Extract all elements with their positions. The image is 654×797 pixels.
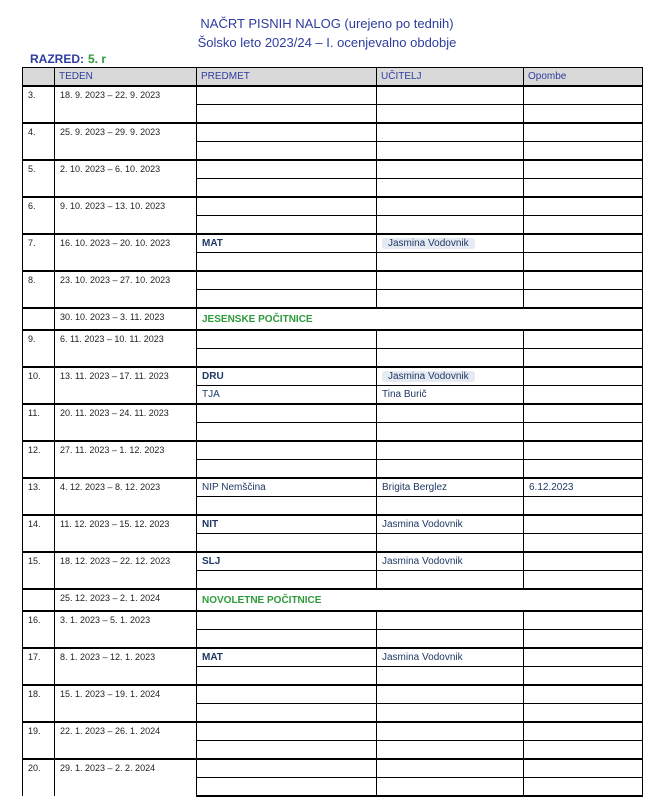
subject-cell[interactable] (197, 497, 377, 516)
teacher-cell[interactable] (377, 759, 524, 778)
notes-cell[interactable] (524, 515, 643, 534)
subject-cell[interactable] (197, 704, 377, 723)
notes-cell[interactable] (524, 197, 643, 216)
table-row (23, 160, 643, 179)
notes-cell[interactable] (524, 160, 643, 179)
teacher-cell[interactable] (377, 571, 524, 590)
notes-cell[interactable] (524, 216, 643, 235)
teacher-cell[interactable] (377, 330, 524, 349)
week-number: 9. (23, 330, 55, 367)
table-row (23, 86, 643, 105)
table-row (23, 234, 643, 253)
teacher-cell[interactable] (377, 741, 524, 760)
subject-cell[interactable] (197, 271, 377, 290)
subject-cell[interactable] (197, 722, 377, 741)
teacher-cell[interactable] (377, 704, 524, 723)
teacher-cell[interactable]: Jasmina Vodovnik (377, 515, 524, 534)
teacher-cell[interactable]: Brigita Berglez (377, 478, 524, 497)
teacher-cell[interactable] (377, 349, 524, 368)
teacher-cell[interactable] (377, 722, 524, 741)
week-range: 2. 10. 2023 – 6. 10. 2023 (55, 160, 197, 197)
week-number: 4. (23, 123, 55, 160)
teacher-cell[interactable] (377, 253, 524, 272)
subject-cell[interactable]: MAT (197, 234, 377, 253)
teacher-cell[interactable] (377, 404, 524, 423)
week-number: 10. (23, 367, 55, 404)
subject-cell[interactable] (197, 741, 377, 760)
notes-cell[interactable] (524, 367, 643, 386)
teacher-cell[interactable] (377, 160, 524, 179)
week-number: 20. (23, 759, 55, 796)
table-row (23, 478, 643, 497)
teacher-cell[interactable] (377, 460, 524, 479)
teacher-cell[interactable]: Tina Burič (377, 386, 524, 405)
subject-cell[interactable]: TJA (197, 386, 377, 405)
teacher-cell[interactable] (377, 271, 524, 290)
week-range: 8. 1. 2023 – 12. 1. 2023 (55, 648, 197, 685)
notes-cell[interactable] (524, 704, 643, 723)
table-row (23, 515, 643, 534)
teacher-cell[interactable] (377, 179, 524, 198)
holiday-row (23, 308, 643, 330)
week-range: 13. 11. 2023 – 17. 11. 2023 (55, 367, 197, 404)
subject-cell[interactable] (197, 105, 377, 124)
week-range: 23. 10. 2023 – 27. 10. 2023 (55, 271, 197, 308)
subject-cell[interactable]: MAT (197, 648, 377, 667)
holiday-label: NOVOLETNE POČITNICE (197, 589, 643, 611)
document-title: NAČRT PISNIH NALOG (urejeno po tednih) (200, 16, 454, 31)
week-number: 15. (23, 552, 55, 589)
notes-cell[interactable] (524, 105, 643, 124)
table-row (23, 123, 643, 142)
table-row (23, 611, 643, 630)
notes-cell[interactable] (524, 349, 643, 368)
class-label-text: RAZRED: (30, 52, 84, 66)
subject-cell[interactable] (197, 349, 377, 368)
week-number: 8. (23, 271, 55, 308)
teacher-cell[interactable]: Jasmina Vodovnik (377, 552, 524, 571)
header-teacher: UČITELJ (377, 68, 524, 87)
teacher-cell[interactable] (377, 685, 524, 704)
week-range: 25. 9. 2023 – 29. 9. 2023 (55, 123, 197, 160)
week-number: 17. (23, 648, 55, 685)
teacher-cell[interactable] (377, 142, 524, 161)
notes-cell[interactable] (524, 179, 643, 198)
week-range: 11. 12. 2023 – 15. 12. 2023 (55, 515, 197, 552)
notes-cell[interactable] (524, 123, 643, 142)
teacher-cell[interactable] (377, 534, 524, 553)
teacher-cell[interactable] (377, 611, 524, 630)
week-number: 5. (23, 160, 55, 197)
teacher-cell[interactable] (377, 197, 524, 216)
notes-cell[interactable]: 6.12.2023 (524, 478, 643, 497)
teacher-cell[interactable] (377, 630, 524, 649)
week-range: 20. 11. 2023 – 24. 11. 2023 (55, 404, 197, 441)
notes-cell[interactable] (524, 552, 643, 571)
table-row (23, 441, 643, 460)
table-row (23, 330, 643, 349)
table-body (23, 86, 643, 796)
week-range: 4. 12. 2023 – 8. 12. 2023 (55, 478, 197, 515)
week-range: 6. 11. 2023 – 10. 11. 2023 (55, 330, 197, 367)
teacher-cell[interactable] (377, 778, 524, 797)
notes-cell[interactable] (524, 759, 643, 778)
subject-cell[interactable] (197, 330, 377, 349)
notes-cell[interactable] (524, 667, 643, 686)
week-number (23, 308, 55, 330)
notes-cell[interactable] (524, 778, 643, 797)
subject-cell[interactable] (197, 441, 377, 460)
notes-cell[interactable] (524, 611, 643, 630)
notes-cell[interactable] (524, 648, 643, 667)
subject-cell[interactable] (197, 534, 377, 553)
notes-cell[interactable] (524, 497, 643, 516)
holiday-row (23, 589, 643, 611)
writing-tests-table (22, 67, 643, 797)
table-row (23, 552, 643, 571)
week-number: 12. (23, 441, 55, 478)
subject-cell[interactable] (197, 571, 377, 590)
subject-cell[interactable] (197, 216, 377, 235)
week-range: 29. 1. 2023 – 2. 2. 2024 (55, 759, 197, 796)
subject-cell[interactable] (197, 179, 377, 198)
subject-cell[interactable] (197, 759, 377, 778)
subject-cell[interactable] (197, 685, 377, 704)
teacher-cell[interactable] (377, 123, 524, 142)
teacher-cell[interactable] (377, 423, 524, 442)
class-label (30, 52, 106, 66)
week-number: 6. (23, 197, 55, 234)
teacher-name: Jasmina Vodovnik (382, 371, 475, 382)
subject-cell[interactable] (197, 142, 377, 161)
teacher-cell[interactable]: Jasmina Vodovnik (377, 648, 524, 667)
subject-cell[interactable] (197, 611, 377, 630)
subject-cell[interactable] (197, 423, 377, 442)
teacher-cell[interactable] (377, 105, 524, 124)
subject-cell[interactable] (197, 778, 377, 797)
subject-cell[interactable] (197, 460, 377, 479)
week-number: 14. (23, 515, 55, 552)
notes-cell[interactable] (524, 290, 643, 309)
week-range: 15. 1. 2023 – 19. 1. 2024 (55, 685, 197, 722)
week-range: 27. 11. 2023 – 1. 12. 2023 (55, 441, 197, 478)
notes-cell[interactable] (524, 234, 643, 253)
table-row (23, 197, 643, 216)
week-range: 22. 1. 2023 – 26. 1. 2024 (55, 722, 197, 759)
teacher-name: Jasmina Vodovnik (382, 238, 475, 249)
week-number: 19. (23, 722, 55, 759)
week-range: 18. 9. 2023 – 22. 9. 2023 (55, 86, 197, 123)
subject-cell[interactable] (197, 197, 377, 216)
notes-cell[interactable] (524, 630, 643, 649)
document-subtitle: Šolsko leto 2023/24 – I. ocenjevalno obdobje (197, 35, 457, 50)
week-number: 13. (23, 478, 55, 515)
notes-cell[interactable] (524, 722, 643, 741)
notes-cell[interactable] (524, 86, 643, 105)
week-range: 3. 1. 2023 – 5. 1. 2023 (55, 611, 197, 648)
table-row (23, 685, 643, 704)
week-range: 30. 10. 2023 – 3. 11. 2023 (55, 308, 197, 330)
header-notes: Opombe (524, 68, 643, 87)
week-range: 25. 12. 2023 – 2. 1. 2024 (55, 589, 197, 611)
notes-cell[interactable] (524, 423, 643, 442)
header-subject: PREDMET (197, 68, 377, 87)
week-number: 3. (23, 86, 55, 123)
notes-cell[interactable] (524, 460, 643, 479)
subject-cell[interactable] (197, 86, 377, 105)
subject-cell[interactable] (197, 160, 377, 179)
teacher-cell[interactable] (377, 86, 524, 105)
teacher-cell[interactable] (377, 497, 524, 516)
class-value: 5. r (88, 52, 107, 66)
week-number: 18. (23, 685, 55, 722)
week-range: 16. 10. 2023 – 20. 10. 2023 (55, 234, 197, 271)
teacher-cell[interactable] (377, 290, 524, 309)
notes-cell[interactable] (524, 142, 643, 161)
week-range: 18. 12. 2023 – 22. 12. 2023 (55, 552, 197, 589)
notes-cell[interactable] (524, 685, 643, 704)
subject-cell[interactable] (197, 667, 377, 686)
table-row (23, 648, 643, 667)
week-number: 11. (23, 404, 55, 441)
notes-cell[interactable] (524, 330, 643, 349)
subject-cell[interactable] (197, 253, 377, 272)
table-header-row (23, 68, 643, 87)
subject-cell[interactable] (197, 123, 377, 142)
header-num (23, 68, 55, 87)
notes-cell[interactable] (524, 253, 643, 272)
notes-cell[interactable] (524, 571, 643, 590)
table-row (23, 271, 643, 290)
subject-cell[interactable]: NIT (197, 515, 377, 534)
table-row (23, 759, 643, 778)
teacher-cell[interactable] (377, 367, 524, 386)
week-range: 9. 10. 2023 – 13. 10. 2023 (55, 197, 197, 234)
teacher-cell[interactable] (377, 216, 524, 235)
notes-cell[interactable] (524, 404, 643, 423)
subject-cell[interactable]: NIP Nemščina (197, 478, 377, 497)
notes-cell[interactable] (524, 534, 643, 553)
table-row (23, 404, 643, 423)
subject-cell[interactable] (197, 630, 377, 649)
table-row (23, 722, 643, 741)
notes-cell[interactable] (524, 386, 643, 405)
holiday-label: JESENSKE POČITNICE (197, 308, 643, 330)
teacher-cell[interactable] (377, 234, 524, 253)
week-number: 16. (23, 611, 55, 648)
week-number (23, 589, 55, 611)
table-row (23, 367, 643, 386)
teacher-cell[interactable] (377, 667, 524, 686)
teacher-cell[interactable] (377, 441, 524, 460)
notes-cell[interactable] (524, 271, 643, 290)
subject-cell[interactable] (197, 404, 377, 423)
subject-cell[interactable] (197, 290, 377, 309)
subject-cell[interactable]: SLJ (197, 552, 377, 571)
notes-cell[interactable] (524, 741, 643, 760)
subject-cell[interactable]: DRU (197, 367, 377, 386)
week-number: 7. (23, 234, 55, 271)
notes-cell[interactable] (524, 441, 643, 460)
header-week: TEDEN (55, 68, 197, 87)
